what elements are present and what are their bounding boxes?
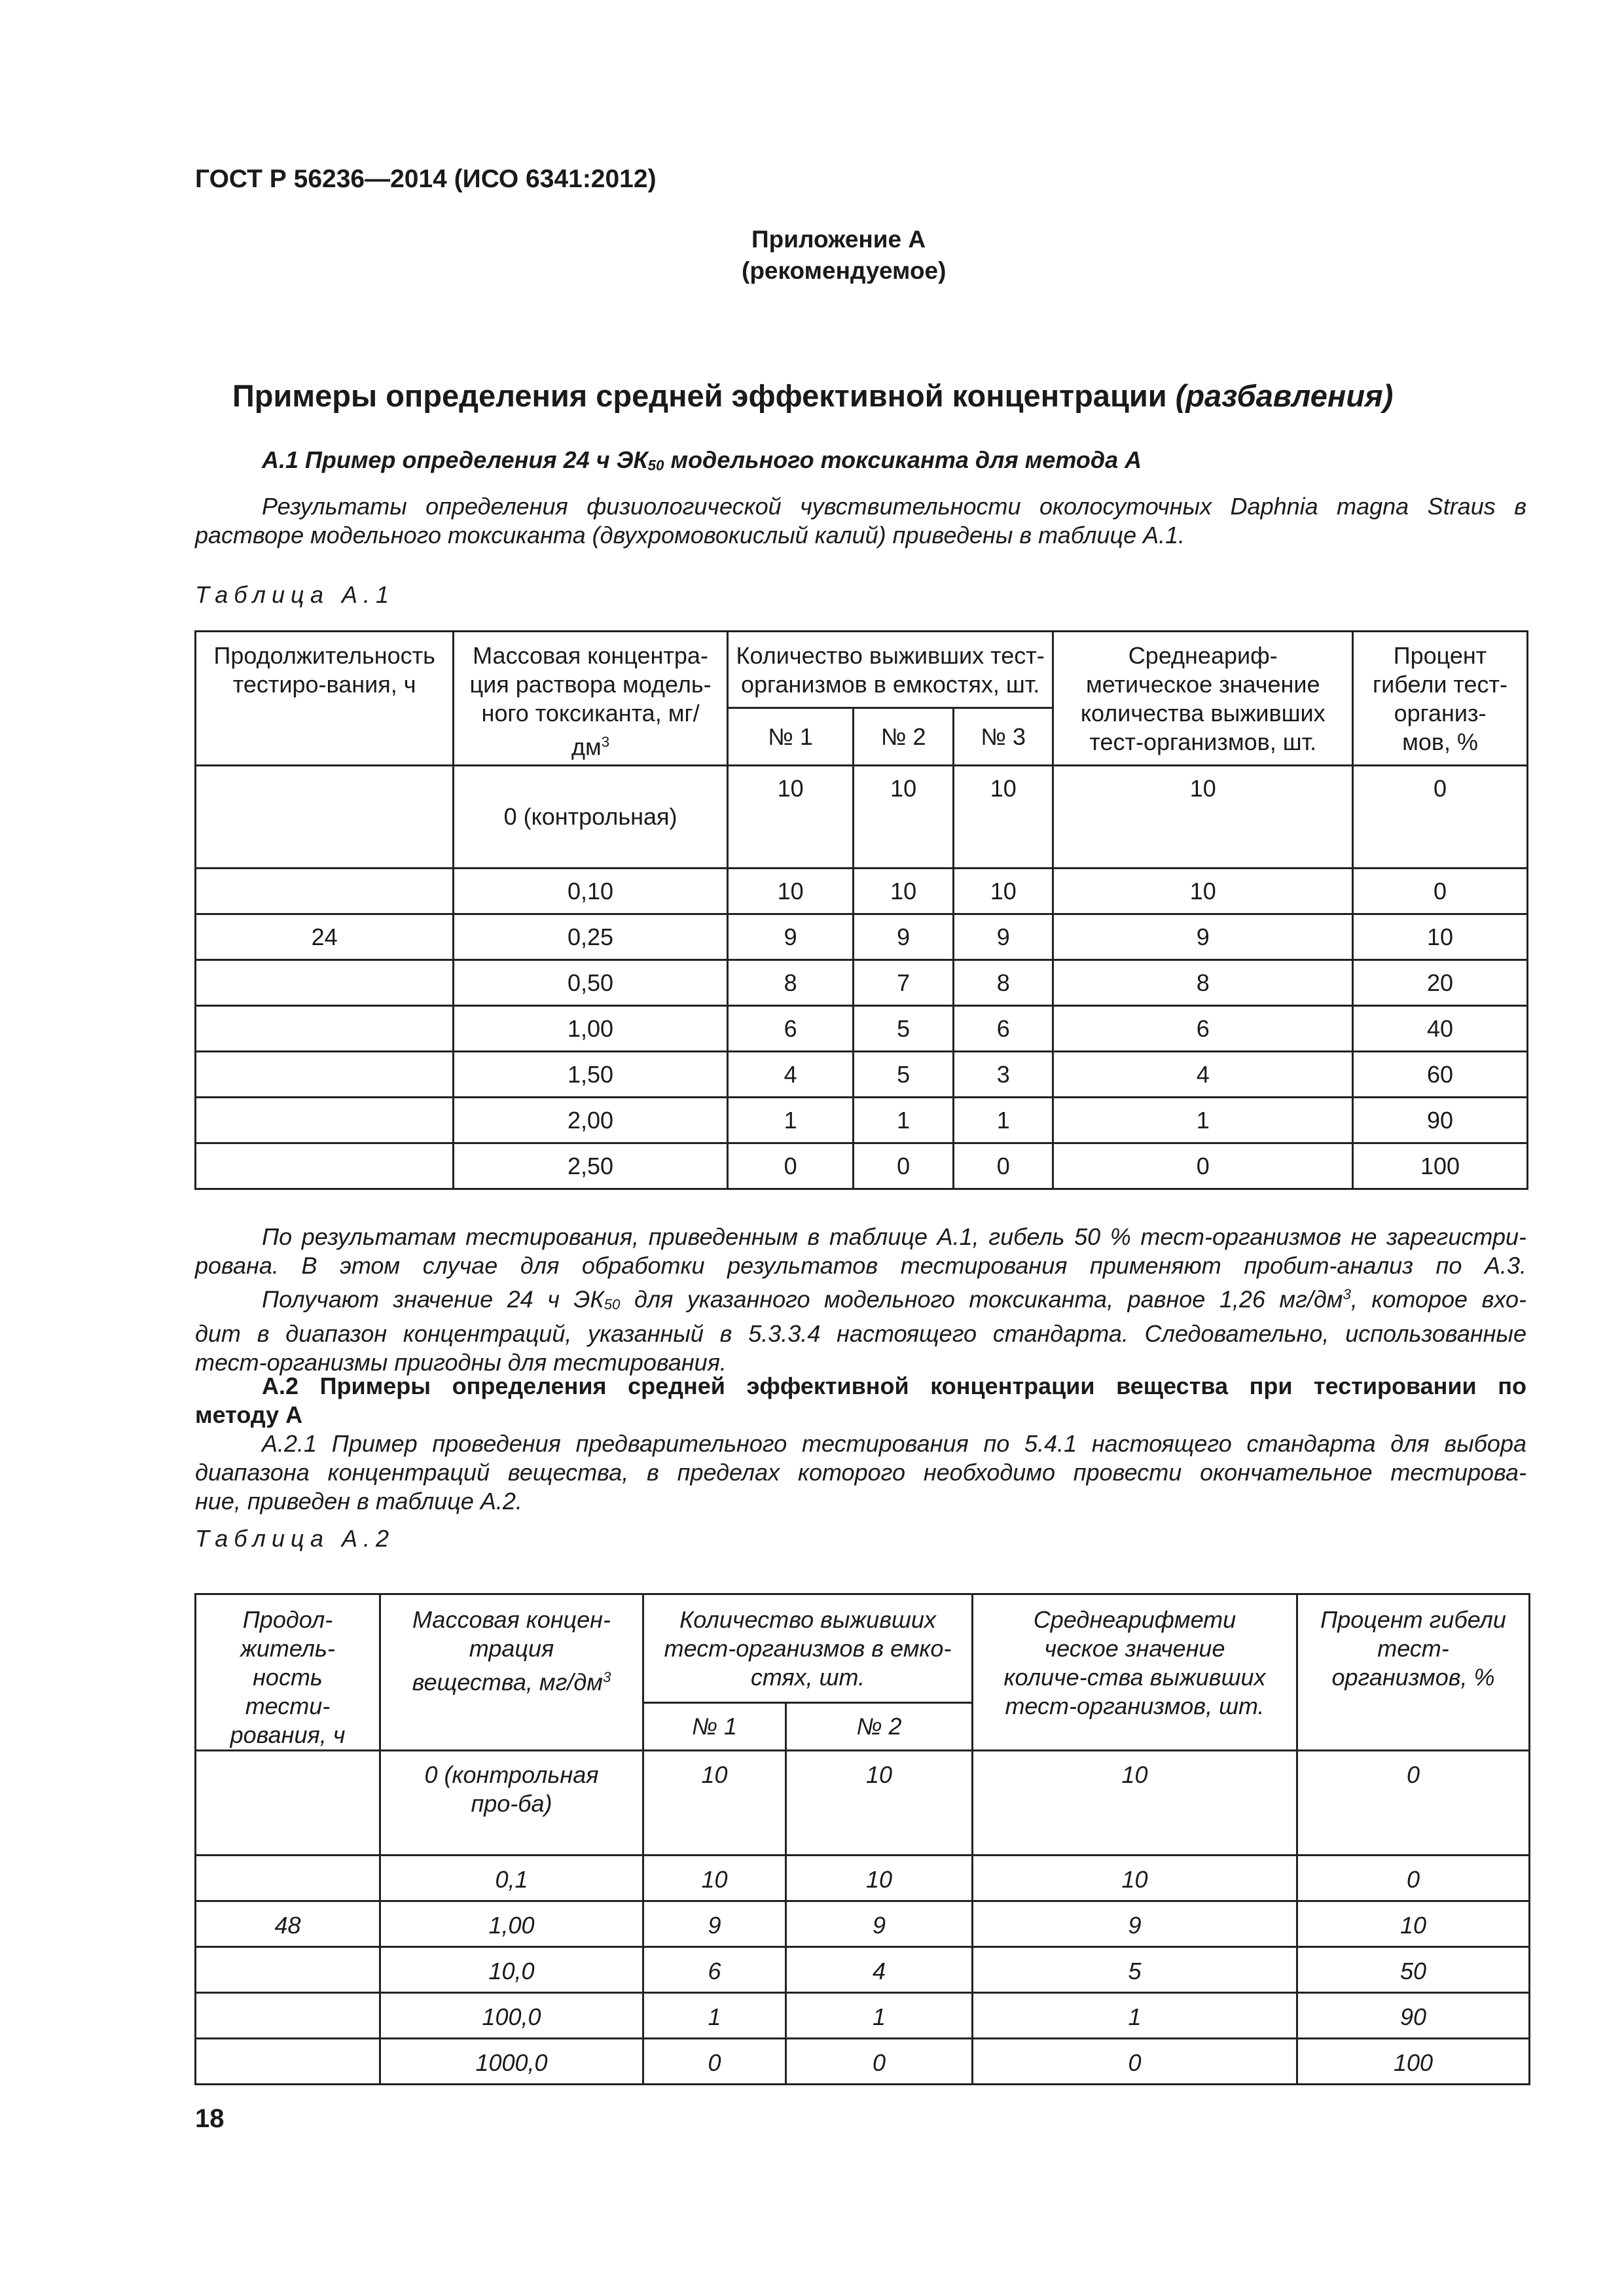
section-a1-heading — [262, 446, 1142, 474]
table2-header-mean — [973, 1594, 1297, 1751]
table2-duration-cell — [196, 1856, 380, 1901]
table1-mean-cell: 4 — [1053, 1052, 1353, 1098]
table-row — [196, 1856, 1530, 1901]
table1-n2-cell: 9 — [854, 914, 954, 960]
table2-conc-cell: 1,00 — [380, 1901, 643, 1947]
table1-pct-cell: 60 — [1353, 1052, 1528, 1098]
conclusion-line: дит в диапазон концентраций, указанный в 5.3.3.4 настоящего стандарта. Следовательно, использованные — [195, 1319, 1526, 1347]
section-a21-paragraph — [195, 1429, 1526, 1516]
table2-n2-cell: 4 — [786, 1947, 973, 1993]
table1-header-n2: № 2 — [854, 708, 954, 766]
table2-duration-cell — [196, 1751, 380, 1856]
table1-duration-cell — [196, 1006, 454, 1052]
page-title-italic: (разбавления) — [1175, 378, 1394, 413]
table1-n2-cell: 5 — [854, 1006, 954, 1052]
table2-n2-cell: 10 — [786, 1751, 973, 1856]
table1-n1-cell: 9 — [727, 914, 854, 960]
table1-duration-cell — [196, 1143, 454, 1189]
table1-conc-cell: 1,00 — [454, 1006, 727, 1052]
table2-mean-cell: 10 — [973, 1751, 1297, 1856]
table1-n1-cell: 6 — [727, 1006, 854, 1052]
table2-mean-cell: 0 — [973, 2039, 1297, 2085]
table2-duration-cell: 48 — [196, 1901, 380, 1947]
cell-text: 0 (контрольная про-ба) — [424, 1761, 599, 1817]
annex-status: (рекомендуемое) — [742, 257, 947, 284]
table2-header-duration — [196, 1594, 380, 1751]
table2-header-n1: № 1 — [643, 1703, 786, 1751]
conclusion-text: , которое вхо- — [1350, 1285, 1527, 1313]
section-a1-heading-pre: А.1 Пример определения 24 ч ЭК — [262, 446, 648, 473]
paragraph-line: диапазона концентраций вещества, в пределах которого необходимо провести окончательное тестирова- — [195, 1459, 1526, 1486]
section-a2-heading — [195, 1372, 1526, 1429]
table-row — [196, 1947, 1530, 1993]
table1-pct-cell: 100 — [1353, 1143, 1528, 1189]
table1-mean-cell: 1 — [1053, 1098, 1353, 1143]
table-a2 — [194, 1593, 1530, 2085]
header-text: Массовая концентра-ция раствора модель-ного токсиканта, мг/дм — [469, 642, 712, 761]
table1-n3-cell: 1 — [953, 1098, 1053, 1143]
header-text: Количество выживших тест-организмов в емкостях, шт. — [736, 642, 1045, 698]
table1-caption: Таблица А.1 — [195, 581, 395, 608]
cell-text: 0 (контрольная) — [503, 803, 677, 830]
table2-n2-cell: 9 — [786, 1901, 973, 1947]
table1-header-survivors — [727, 632, 1053, 708]
table2-conc-cell: 0,1 — [380, 1856, 643, 1901]
table1-n2-cell: 0 — [854, 1143, 954, 1189]
annex-title: Приложение А — [751, 226, 926, 253]
table2-n2-cell: 1 — [786, 1993, 973, 2039]
table2-pct-cell: 50 — [1297, 1947, 1530, 1993]
table1-conc-cell: 2,50 — [454, 1143, 727, 1189]
table1-duration-cell — [196, 1052, 454, 1098]
heading-line: А.2 Примеры определения средней эффективной концентрации вещества при тестировании по — [262, 1372, 1526, 1399]
table2-n1-cell: 10 — [643, 1751, 786, 1856]
table2-pct-cell: 0 — [1297, 1751, 1530, 1856]
table2-header-concentration — [380, 1594, 643, 1751]
table2-mean-cell: 10 — [973, 1856, 1297, 1901]
table1-n3-cell: 3 — [953, 1052, 1053, 1098]
table-row — [196, 869, 1528, 914]
conclusion-line: тест-организмы пригодны для тестирования. — [195, 1348, 727, 1376]
header-text: Продолжительность тестиро-вания, ч — [213, 642, 435, 698]
table2-conc-cell — [380, 1751, 643, 1856]
table1-duration-cell — [196, 1098, 454, 1143]
header-text: Продол-житель-ность тести-рования, ч — [230, 1606, 346, 1748]
table1-mean-cell: 10 — [1053, 766, 1353, 869]
table1-n1-cell: 10 — [727, 766, 854, 869]
section-a1-heading-sub: 50 — [647, 457, 664, 474]
table-row — [196, 1006, 1528, 1052]
table-row — [196, 2039, 1530, 2085]
table1-conc-cell: 0,10 — [454, 869, 727, 914]
header-text: Массовая концен-трация вещества, мг/дм — [412, 1606, 611, 1696]
table2-pct-cell: 0 — [1297, 1856, 1530, 1901]
header-text: Среднеарифмети ческое значение количе-ства выживших тест-организмов, шт. — [1003, 1606, 1266, 1719]
conclusion-line: рована. В этом случае для обработки результатов тестирования применяют пробит-анализ по А.3. — [195, 1252, 1526, 1279]
table-row — [196, 1143, 1528, 1189]
table1-conc-cell — [454, 766, 727, 869]
table2-conc-cell: 100,0 — [380, 1993, 643, 2039]
table1-n3-cell: 6 — [953, 1006, 1053, 1052]
table1-duration-cell — [196, 960, 454, 1006]
table1-conc-cell: 2,00 — [454, 1098, 727, 1143]
intro-line: Результаты определения физиологической чувствительности околосуточных Daphnia magna Straus в — [262, 493, 1526, 520]
table-row — [196, 1901, 1530, 1947]
table-row — [196, 1098, 1528, 1143]
table1-mean-cell: 0 — [1053, 1143, 1353, 1189]
intro-line: растворе модельного токсиканта (двухромовокислый калий) приведены в таблице А.1. — [195, 522, 1185, 548]
table1-mean-cell: 6 — [1053, 1006, 1353, 1052]
table2-n1-cell: 0 — [643, 2039, 786, 2085]
table1-n1-cell: 0 — [727, 1143, 854, 1189]
table1-n2-cell: 7 — [854, 960, 954, 1006]
table1-conclusion — [195, 1223, 1526, 1377]
table-row — [196, 1993, 1530, 2039]
table2-conc-cell: 10,0 — [380, 1947, 643, 1993]
paragraph-line: ние, приведен в таблице А.2. — [195, 1488, 522, 1515]
table2-header-mortality — [1297, 1594, 1530, 1751]
table1-duration-cell — [196, 766, 454, 869]
table1-pct-cell: 0 — [1353, 766, 1528, 869]
table2-mean-cell: 9 — [973, 1901, 1297, 1947]
table-row — [196, 766, 1528, 869]
table1-n1-cell: 1 — [727, 1098, 854, 1143]
conclusion-text: для указанного модельного токсиканта, равное 1,26 мг/дм — [620, 1285, 1343, 1313]
table1-pct-cell: 20 — [1353, 960, 1528, 1006]
table-row — [196, 960, 1528, 1006]
conclusion-sub: 50 — [604, 1296, 621, 1313]
table1-n2-cell: 10 — [854, 869, 954, 914]
table2-duration-cell — [196, 2039, 380, 2085]
table2-pct-cell: 10 — [1297, 1901, 1530, 1947]
table1-n3-cell: 10 — [953, 766, 1053, 869]
table1-header-mortality — [1353, 632, 1528, 766]
table1-header-n1: № 1 — [727, 708, 854, 766]
table1-header-concentration — [454, 632, 727, 766]
table-row — [196, 1052, 1528, 1098]
table1-header-n3: № 3 — [953, 708, 1053, 766]
table2-header-n2: № 2 — [786, 1703, 973, 1751]
table2-conc-cell: 1000,0 — [380, 2039, 643, 2085]
table1-pct-cell: 90 — [1353, 1098, 1528, 1143]
header-text: Среднеариф-метическое значение количества выживших тест-организмов, шт. — [1080, 642, 1326, 755]
page-number: 18 — [195, 2104, 225, 2133]
table1-mean-cell: 10 — [1053, 869, 1353, 914]
table1-n3-cell: 8 — [953, 960, 1053, 1006]
header-text: Процент гибели тест-организмов, % — [1320, 1606, 1506, 1691]
table1-n1-cell: 4 — [727, 1052, 854, 1098]
table-row — [196, 1751, 1530, 1856]
table2-n1-cell: 10 — [643, 1856, 786, 1901]
table1-n3-cell: 0 — [953, 1143, 1053, 1189]
conclusion-sup: 3 — [1343, 1286, 1351, 1302]
table2-pct-cell: 90 — [1297, 1993, 1530, 2039]
table2-n2-cell: 10 — [786, 1856, 973, 1901]
table1-n1-cell: 8 — [727, 960, 854, 1006]
table1-header-duration — [196, 632, 454, 766]
table1-duration-cell — [196, 869, 454, 914]
table2-mean-cell: 1 — [973, 1993, 1297, 2039]
header-sup: 3 — [602, 1669, 611, 1685]
table1-pct-cell: 10 — [1353, 914, 1528, 960]
table1-n2-cell: 1 — [854, 1098, 954, 1143]
table1-n3-cell: 10 — [953, 869, 1053, 914]
table1-conc-cell: 1,50 — [454, 1052, 727, 1098]
header-text: Процент гибели тест-организ-мов, % — [1373, 642, 1508, 755]
table1-mean-cell: 8 — [1053, 960, 1353, 1006]
heading-line: методу А — [195, 1401, 303, 1428]
table2-mean-cell: 5 — [973, 1947, 1297, 1993]
table2-n1-cell: 6 — [643, 1947, 786, 1993]
table1-pct-cell: 0 — [1353, 869, 1528, 914]
table1-n2-cell: 10 — [854, 766, 954, 869]
conclusion-text: Получают значение 24 ч ЭК — [262, 1285, 604, 1313]
page-title — [232, 378, 1393, 414]
table1-mean-cell: 9 — [1053, 914, 1353, 960]
document-header: ГОСТ Р 56236—2014 (ИСО 6341:2012) — [195, 165, 657, 193]
header-text: Количество выживших тест-организмов в емко-стях, шт. — [664, 1606, 952, 1691]
conclusion-line — [195, 1280, 1526, 1319]
paragraph-line: А.2.1 Пример проведения предварительного тестирования по 5.4.1 настоящего стандарта для выбора — [262, 1430, 1526, 1457]
table1-n3-cell: 9 — [953, 914, 1053, 960]
table-row — [196, 914, 1528, 960]
table2-n1-cell: 9 — [643, 1901, 786, 1947]
table2-n1-cell: 1 — [643, 1993, 786, 2039]
table2-duration-cell — [196, 1947, 380, 1993]
header-sup: 3 — [601, 734, 610, 750]
section-a1-heading-post: модельного токсиканта для метода А — [664, 446, 1142, 473]
table-a1 — [194, 630, 1528, 1190]
table1-n1-cell: 10 — [727, 869, 854, 914]
table1-conc-cell: 0,50 — [454, 960, 727, 1006]
table2-n2-cell: 0 — [786, 2039, 973, 2085]
table1-conc-cell: 0,25 — [454, 914, 727, 960]
table1-pct-cell: 40 — [1353, 1006, 1528, 1052]
table1-n2-cell: 5 — [854, 1052, 954, 1098]
table2-duration-cell — [196, 1993, 380, 2039]
section-a1-intro — [195, 492, 1526, 550]
table2-pct-cell: 100 — [1297, 2039, 1530, 2085]
conclusion-line: По результатам тестирования, приведенным в таблице А.1, гибель 50 % тест-организмов не зарегистри- — [262, 1223, 1526, 1250]
table1-duration-cell: 24 — [196, 914, 454, 960]
table2-header-survivors — [643, 1594, 973, 1703]
page-title-main: Примеры определения средней эффективной концентрации — [232, 378, 1176, 413]
table2-caption: Таблица А.2 — [195, 1525, 395, 1552]
table1-header-mean — [1053, 632, 1353, 766]
